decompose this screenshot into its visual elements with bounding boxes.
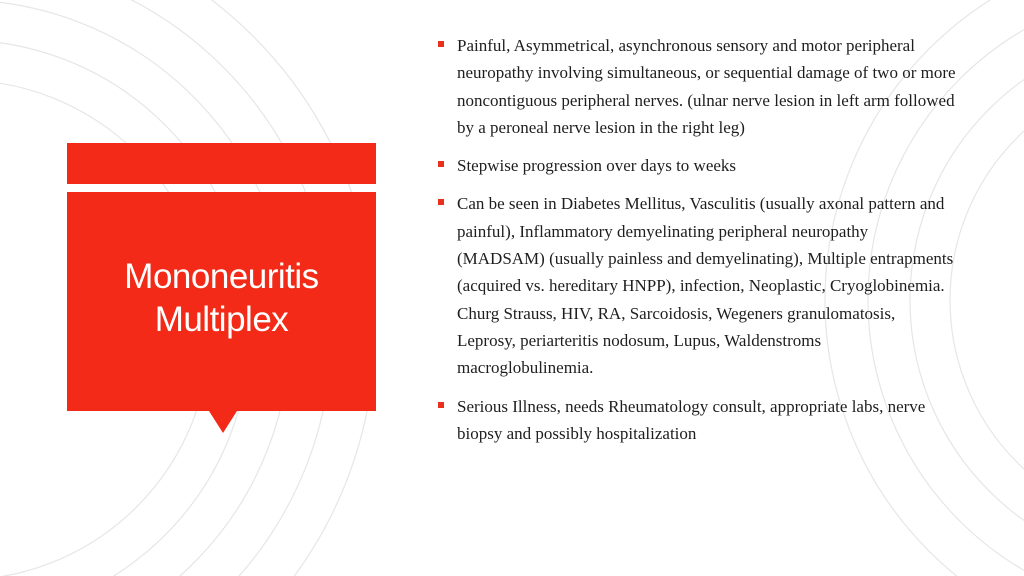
bullet-text: Serious Illness, needs Rheumatology consult, appropriate labs, nerve biopsy and possibly hospitalization (457, 396, 926, 443)
bullet-item (436, 152, 956, 179)
bullet-text: Can be seen in Diabetes Mellitus, Vasculitis (usually axonal pattern and painful), Inflammatory demyelinating peripheral neuropathy (MADSAM) (usually painless and demyelinating), Multiple entrapments (acquired vs. hereditary HNPP), infection, Neoplastic, Cryoglobinemia. Churg Strauss, HIV, RA, Sarcoidosis, Wegeners granulomatosis, Leprosy, periarteritis nodosum, Lupus, Waldenstroms macroglobulinemia. (457, 194, 954, 378)
bullet-square-icon (438, 161, 444, 167)
bullet-item (436, 393, 956, 448)
bullet-square-icon (438, 41, 444, 47)
bullet-text: Stepwise progression over days to weeks (457, 156, 737, 176)
bullet-square-icon (438, 402, 444, 408)
accent-bar (67, 143, 376, 184)
title-pointer (209, 411, 237, 433)
title-line-1: Mononeuritis (124, 256, 319, 296)
bullet-list (436, 32, 956, 458)
bullet-square-icon (438, 199, 444, 205)
title-box (67, 192, 376, 411)
slide-title (124, 256, 318, 341)
bullet-item (436, 32, 956, 141)
bullet-item (436, 190, 956, 381)
bullet-text: Painful, Asymmetrical, asynchronous sensory and motor peripheral neuropathy involving simultaneous, or sequential damage of two or more noncontiguous peripheral nerves. (ulnar nerve lesion in left arm followed by a peroneal nerve lesion in the right leg) (457, 36, 956, 137)
title-line-2: Multiplex (154, 299, 289, 339)
